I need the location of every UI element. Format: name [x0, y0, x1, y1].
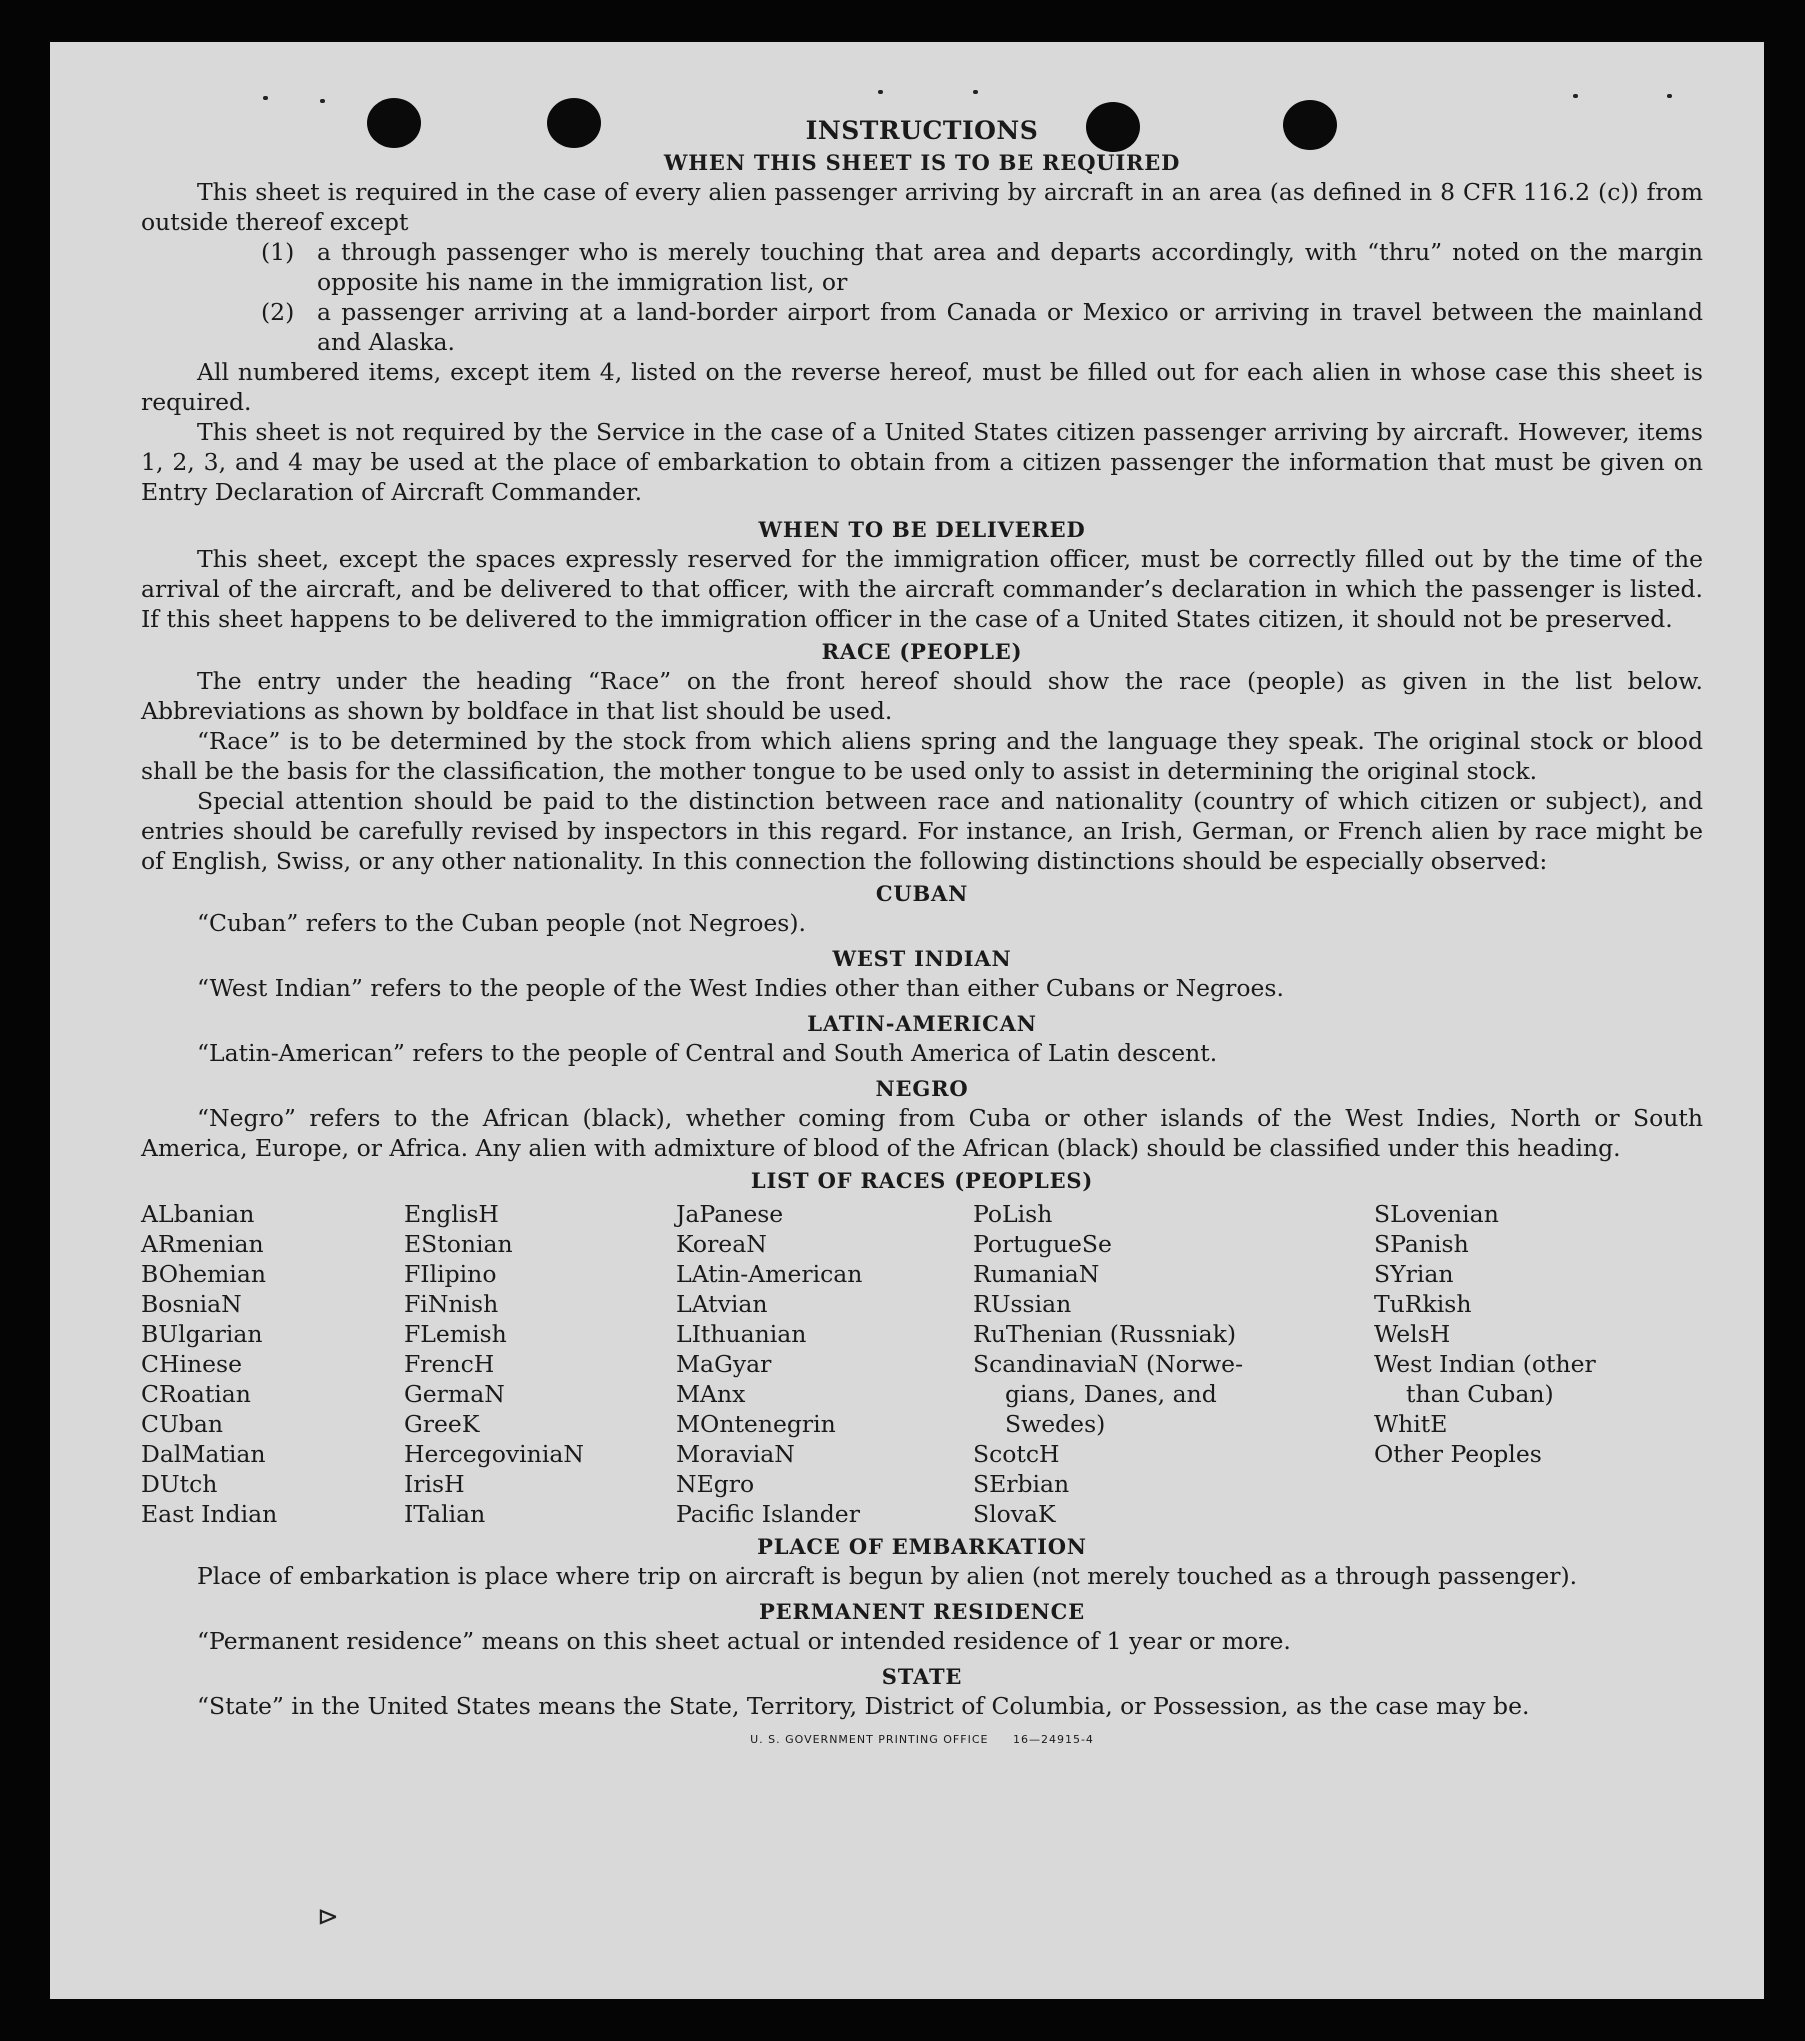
item-number: (2)	[261, 298, 295, 326]
race-entry: EStonian	[404, 1230, 513, 1258]
race-entry: MaGyar	[676, 1350, 772, 1378]
paragraph: The entry under the heading “Race” on the front hereof should show the race (people) as given in the list below. Abbreviations as shown by boldface in that list should be used.	[141, 667, 1703, 725]
section-heading: LATIN-AMERICAN	[807, 1011, 1037, 1036]
section-heading: WHEN TO BE DELIVERED	[758, 517, 1086, 542]
section-heading: WHEN THIS SHEET IS TO BE REQUIRED	[663, 150, 1181, 175]
race-entry: CHinese	[141, 1350, 242, 1378]
race-column	[141, 1199, 404, 1529]
race-entry: FLemish	[404, 1320, 507, 1348]
race-column	[1374, 1199, 1703, 1529]
document-sheet	[50, 42, 1764, 1999]
race-entry: RuThenian (Russniak)	[973, 1320, 1236, 1348]
race-entry: BUlgarian	[141, 1320, 263, 1348]
race-entry: FiNnish	[404, 1290, 499, 1318]
paragraph: This sheet, except the spaces expressly reserved for the immigration officer, must be correctly filled out by the time of the arrival of the aircraft, and be delivered to that officer, with the aircraft commander’s declaration in which the passenger is listed. If this sheet happens to be delivered to the immigration officer in the case of a United States citizen, it should not be preserved.	[141, 545, 1703, 633]
race-entry: West Indian (other	[1374, 1350, 1596, 1378]
race-entry: WhitE	[1374, 1410, 1448, 1438]
race-entry: BOhemian	[141, 1260, 266, 1288]
paragraph: “State” in the United States means the State, Territory, District of Columbia, or Possession, as the case may be.	[197, 1692, 1530, 1720]
race-entry: PoLish	[973, 1200, 1053, 1228]
race-entry: LIthuanian	[676, 1320, 807, 1348]
paragraph: Place of embarkation is place where trip on aircraft is begun by alien (not merely touched as a through passenger).	[197, 1562, 1578, 1590]
race-entry: TuRkish	[1374, 1290, 1472, 1318]
paragraph: “Negro” refers to the African (black), whether coming from Cuba or other islands of the West Indies, North or South America, Europe, or Africa. Any alien with admixture of blood of the African (black) should be classified under this heading.	[141, 1104, 1703, 1162]
race-entry: SLovenian	[1374, 1200, 1499, 1228]
race-entry: Other Peoples	[1374, 1440, 1542, 1468]
race-entry: gians, Danes, and	[1005, 1380, 1217, 1408]
paragraph: “Cuban” refers to the Cuban people (not Negroes).	[197, 909, 807, 937]
race-entry: SErbian	[973, 1470, 1070, 1498]
section-heading: NEGRO	[875, 1076, 969, 1101]
race-entry: Pacific Islander	[676, 1500, 860, 1528]
race-entry: EnglisH	[404, 1200, 499, 1228]
race-entry: DalMatian	[141, 1440, 266, 1468]
race-list	[141, 1199, 1703, 1529]
section-heading: LIST OF RACES (PEOPLES)	[750, 1168, 1094, 1193]
section-heading: PLACE OF EMBARKATION	[757, 1534, 1087, 1559]
race-entry: FIlipino	[404, 1260, 497, 1288]
race-entry: FrencH	[404, 1350, 495, 1378]
race-entry: WelsH	[1374, 1320, 1451, 1348]
race-entry: IrisH	[404, 1470, 465, 1498]
race-entry: ITalian	[404, 1500, 486, 1528]
race-entry: MOntenegrin	[676, 1410, 836, 1438]
printer-name: U. S. GOVERNMENT PRINTING OFFICE	[750, 1733, 989, 1746]
race-entry: PortugueSe	[973, 1230, 1112, 1258]
paragraph: “West Indian” refers to the people of the West Indies other than either Cubans or Negroes.	[197, 974, 1284, 1002]
race-entry: GermaN	[404, 1380, 505, 1408]
race-entry: CRoatian	[141, 1380, 251, 1408]
race-entry: than Cuban)	[1406, 1380, 1554, 1408]
race-entry: ALbanian	[141, 1200, 255, 1228]
section-heading: RACE (PEOPLE)	[821, 639, 1023, 664]
paragraph: This sheet is required in the case of every alien passenger arriving by aircraft in an area (as defined in 8 CFR 116.2 (c)) from outside thereof except	[141, 178, 1703, 236]
race-entry: East Indian	[141, 1500, 278, 1528]
race-entry: CUban	[141, 1410, 223, 1438]
race-entry: JaPanese	[676, 1200, 784, 1228]
race-column	[676, 1199, 973, 1529]
race-entry: SlovaK	[973, 1500, 1056, 1528]
paragraph: This sheet is not required by the Service in the case of a United States citizen passenger arriving by aircraft. However, items 1, 2, 3, and 4 may be used at the place of embarkation to obtain from a citizen passenger the information that must be given on Entry Declaration of Aircraft Commander.	[141, 418, 1703, 506]
paragraph: “Latin-American” refers to the people of Central and South America of Latin descent.	[197, 1039, 1218, 1067]
race-entry: SYrian	[1374, 1260, 1454, 1288]
race-entry: SPanish	[1374, 1230, 1469, 1258]
race-entry: MAnx	[676, 1380, 746, 1408]
printer-imprint	[141, 1733, 1703, 1746]
race-entry: ARmenian	[141, 1230, 264, 1258]
section-heading: PERMANENT RESIDENCE	[759, 1599, 1085, 1624]
section-heading: STATE	[881, 1664, 963, 1689]
race-entry: Swedes)	[1005, 1410, 1106, 1438]
race-entry: GreeK	[404, 1410, 480, 1438]
list-item	[261, 297, 1703, 357]
paragraph: “Race” is to be determined by the stock from which aliens spring and the language they speak. The original stock or blood shall be the basis for the classification, the mother tongue to be used only to assist in determining the original stock.	[141, 727, 1703, 785]
race-entry: ScandinaviaN (Norwe-	[973, 1350, 1244, 1378]
list-item	[261, 237, 1703, 297]
page-title: INSTRUCTIONS	[805, 116, 1039, 145]
paragraph: All numbered items, except item 4, listed on the reverse hereof, must be filled out for each alien in whose case this sheet is required.	[141, 358, 1703, 416]
race-column	[404, 1199, 676, 1529]
paragraph: “Permanent residence” means on this sheet actual or intended residence of 1 year or more.	[197, 1627, 1291, 1655]
form-code: 16—24915-4	[1012, 1733, 1094, 1746]
instructions-text	[141, 116, 1703, 1746]
race-entry: LAtin-American	[676, 1260, 863, 1288]
item-number: (1)	[261, 238, 295, 266]
race-entry: NEgro	[676, 1470, 755, 1498]
race-entry: MoraviaN	[676, 1440, 795, 1468]
race-entry: BosniaN	[141, 1290, 242, 1318]
race-entry: HercegoviniaN	[404, 1440, 584, 1468]
section-heading: CUBAN	[875, 881, 969, 906]
section-heading: WEST INDIAN	[832, 946, 1012, 971]
race-column	[973, 1199, 1374, 1529]
race-entry: LAtvian	[676, 1290, 768, 1318]
race-entry: RumaniaN	[973, 1260, 1100, 1288]
item-text: a through passenger who is merely touching that area and departs accordingly, with “thru” noted on the margin opposite his name in the immigration list, or	[317, 238, 1703, 296]
race-entry: DUtch	[141, 1470, 218, 1498]
paragraph: Special attention should be paid to the distinction between race and nationality (country of which citizen or subject), and entries should be carefully revised by inspectors in this regard. For instance, an Irish, German, or French alien by race might be of English, Swiss, or any other nationality. In this connection the following distinctions should be especially observed:	[141, 787, 1703, 875]
pencil-mark: ⊳	[317, 1902, 339, 1932]
race-entry: ScotcH	[973, 1440, 1060, 1468]
race-entry: KoreaN	[676, 1230, 767, 1258]
race-entry: RUssian	[973, 1290, 1072, 1318]
item-text: a passenger arriving at a land-border airport from Canada or Mexico or arriving in travel between the mainland and Alaska.	[317, 298, 1703, 356]
